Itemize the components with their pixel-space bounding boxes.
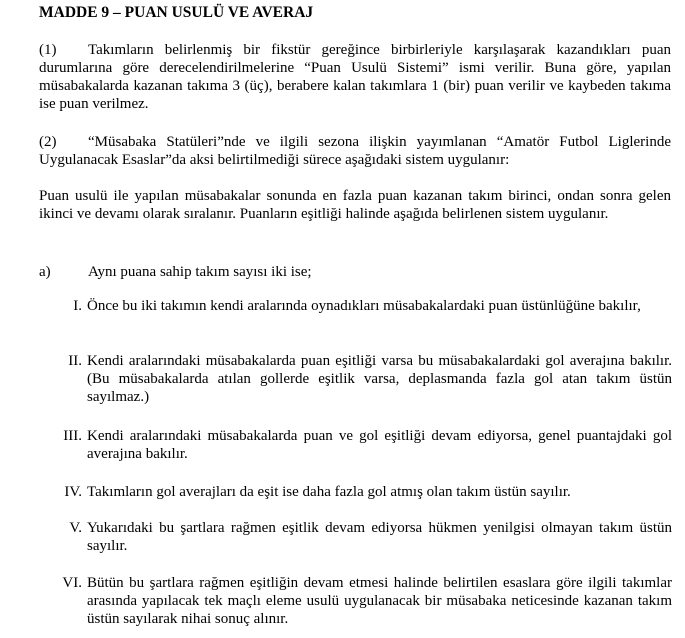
paragraph-1 [39,41,671,113]
subsection-a [39,263,312,281]
article-title: MADDE 9 – PUAN USULÜ VE AVERAJ [39,4,314,21]
roman-numeral: I. [73,298,82,314]
list-item-text: Önce bu iki takımın kendi aralarında oynadıkları müsabakalardaki puan üstünlüğüne bakılır, [87,298,641,314]
list-item-text: Kendi aralarındaki müsabakalarda puan ve gol eşitliği devam ediyorsa, genel puantajdaki gol averajına bakılır. [87,428,672,462]
list-item-text: Bütün bu şartlara rağmen eşitliğin devam etmesi halinde belirtilen esaslara göre ilgili takımlar arasında yapılacak tek maçlı eleme usulü uygulanacak bir müsabaka neticesinde kazanan takım üstün sayılarak nihai sonuç alınır. [87,575,672,627]
list-item-text: Yukarıdaki bu şartlara rağmen eşitlik devam ediyorsa hükmen yenilgisi olmayan takım üstün sayılır. [87,520,672,554]
paragraph-number: (2) [39,134,57,150]
paragraph-number: (1) [39,42,57,58]
subsection-text: Aynı puana sahip takım sayısı iki ise; [88,264,312,280]
roman-numeral: III. [63,428,82,444]
roman-numeral: VI. [62,575,82,591]
roman-numeral: IV. [64,484,82,500]
paragraph-3: Puan usulü ile yapılan müsabakalar sonunda en fazla puan kazanan takım birinci, ondan sonra gelen ikinci ve devamı olarak sıralanır. Puanların eşitliği halinde aşağıda belirlenen sistem uygulanır. [39,188,671,222]
subsection-label: a) [39,264,51,280]
roman-numeral: V. [69,520,82,536]
roman-numeral: II. [68,353,82,369]
paragraph-text: “Müsabaka Statüleri”nde ve ilgili sezona ilişkin yayımlanan “Amatör Futbol Liglerinde Uygulanacak Esaslar”da aksi belirtilmediği sürece aşağıdaki sistem uygulanır: [39,134,671,168]
paragraph-2 [39,133,671,169]
paragraph-text: Takımların belirlenmiş bir fikstür gereğince birbirleriyle karşılaşarak kazandıkları puan durumlarına göre derecelendirilmelerine “Puan Usulü Sistemi” ismi verilir. Buna göre, yapılan müsabakalarda kazanan takıma 3 (üç), berabere kalan takımlara 1 (bir) puan verilir ve kaybeden takıma ise puan verilmez. [39,42,671,112]
list-item-text: Takımların gol averajları da eşit ise daha fazla gol atmış olan takım üstün sayılır. [87,484,571,500]
list-item-text: Kendi aralarındaki müsabakalarda puan eşitliği varsa bu müsabakalardaki gol averajına bakılır. (Bu müsabakalarda atılan gollerde eşitlik varsa, deplasmanda fazla gol atan takım üstün sayılmaz.) [87,353,672,405]
